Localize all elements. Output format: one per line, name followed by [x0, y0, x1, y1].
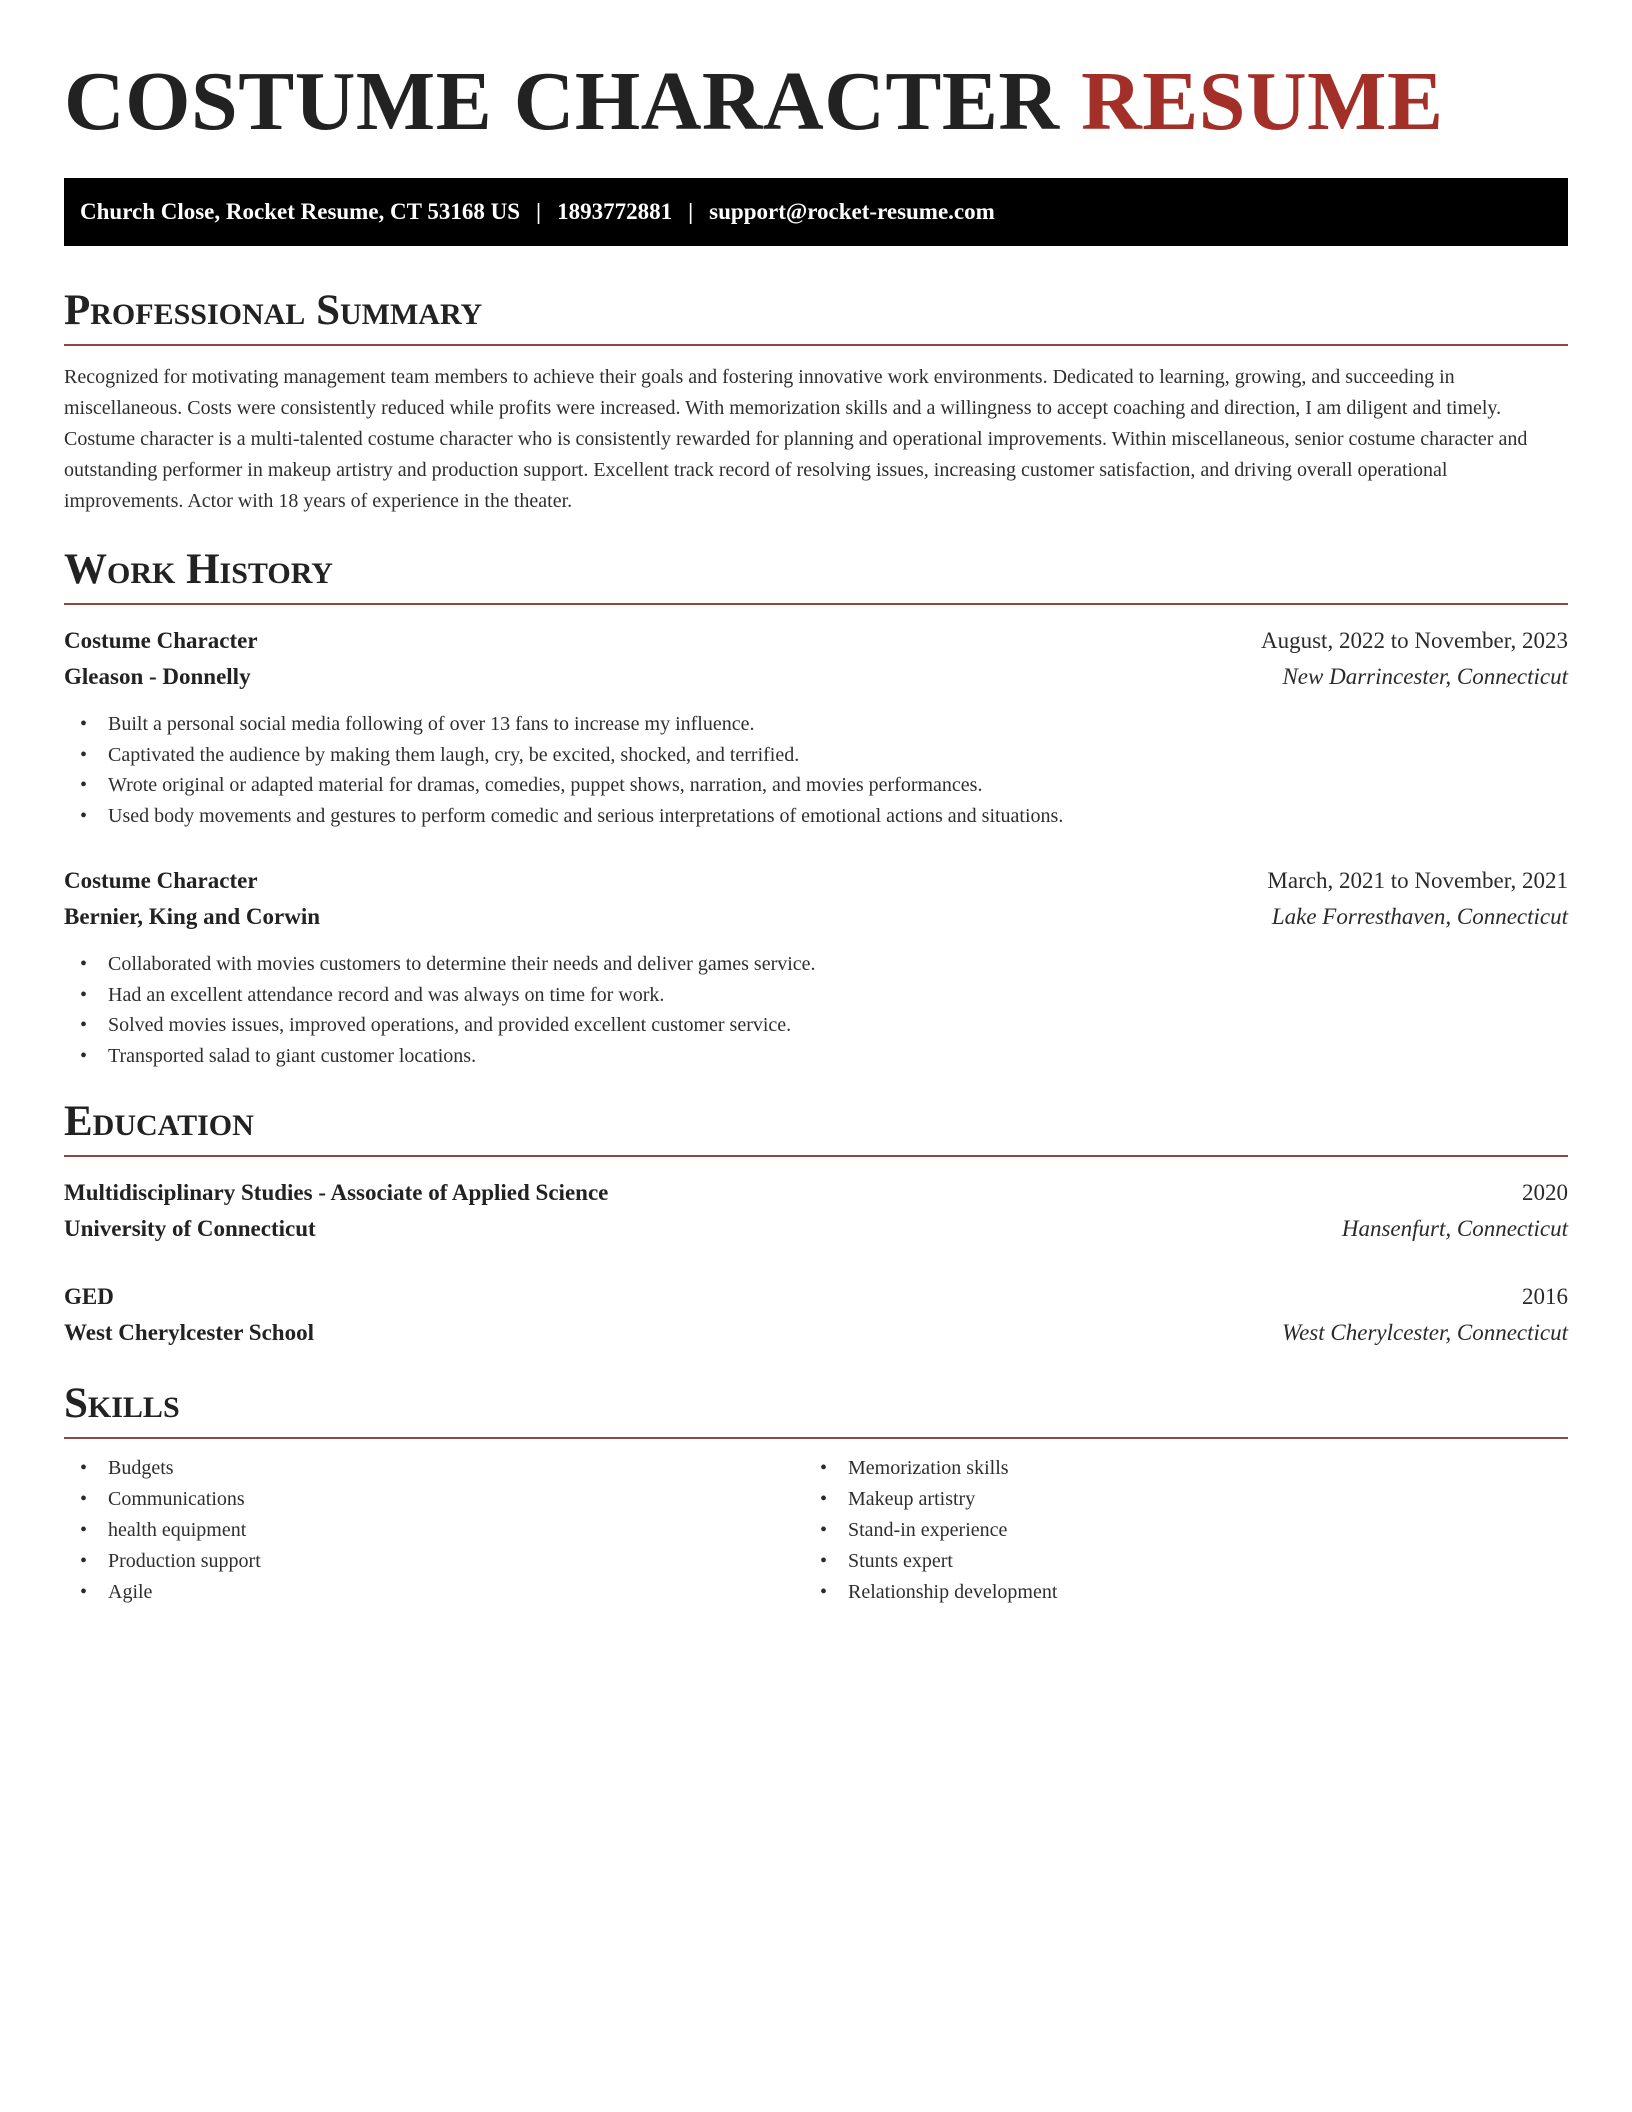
education-degree-row: [64, 1279, 1568, 1315]
list-item: • Wrote original or adapted material for dramas, comedies, puppet shows, narration, and movies performances.: [64, 770, 1568, 801]
job-company: Gleason - Donnelly: [64, 664, 251, 689]
job-entry: [64, 623, 1568, 831]
education-location: West Cherylcester, Connecticut: [1282, 1320, 1568, 1345]
list-item: • Used body movements and gestures to perform comedic and serious interpretations of emotional actions and situations.: [64, 801, 1568, 832]
resume-title: [64, 52, 1568, 152]
list-item: • Transported salad to giant customer locations.: [64, 1041, 1568, 1072]
skill-item: • Communications: [64, 1484, 804, 1515]
job-bullets: [64, 949, 1568, 1071]
summary-section: [64, 286, 1568, 517]
skill-item: • Stunts expert: [804, 1546, 1544, 1577]
skills-grid: [64, 1453, 1568, 1608]
summary-text: Recognized for motivating management team members to achieve their goals and fostering innovative work environments. Dedicated to learning, growing, and succeeding in miscellaneous. Costs were consistently reduced while profits were increased. With memorization skills and a willingness to accept coaching and direction, I am diligent and timely. Costume character is a multi-talented costume character who is consistently rewarded for planning and operational improvements. Within miscellaneous, senior costume character and outstanding performer in makeup artistry and production support. Excellent track record of resolving issues, increasing customer satisfaction, and driving overall operational improvements. Actor with 18 years of experience in the theater.: [64, 366, 1528, 512]
skill-item: • health equipment: [64, 1515, 804, 1546]
education-school-row: [64, 1315, 1568, 1351]
job-title: Costume Character: [64, 628, 258, 653]
job-company-row: [64, 659, 1568, 695]
education-entry: [64, 1279, 1568, 1351]
education-entry: [64, 1175, 1568, 1247]
title-main: COSTUME CHARACTER: [64, 55, 1060, 148]
list-item: • Solved movies issues, improved operations, and provided excellent customer service.: [64, 1010, 1568, 1041]
work-history-section: [64, 545, 1568, 1071]
education-location: Hansenfurt, Connecticut: [1341, 1216, 1568, 1241]
job-location: New Darrincester, Connecticut: [1282, 664, 1568, 689]
skills-heading: Skills: [64, 1379, 1568, 1439]
education-section: [64, 1097, 1568, 1351]
list-item: • Collaborated with movies customers to determine their needs and deliver games service.: [64, 949, 1568, 980]
contact-address: Church Close, Rocket Resume, CT 53168 US: [80, 199, 520, 224]
contact-phone: 1893772881: [557, 199, 673, 224]
education-degree: Multidisciplinary Studies - Associate of Applied Science: [64, 1180, 609, 1205]
title-accent: RESUME: [1081, 55, 1444, 148]
job-company: Bernier, King and Corwin: [64, 904, 321, 929]
education-heading: Education: [64, 1097, 1568, 1157]
skills-column-left: [64, 1453, 804, 1608]
work-history-heading: Work History: [64, 545, 1568, 605]
contact-email: support@rocket-resume.com: [709, 199, 995, 224]
job-header-row: [64, 863, 1568, 899]
job-company-row: [64, 899, 1568, 935]
contact-separator: |: [536, 199, 542, 224]
summary-heading: Professional Summary: [64, 286, 1568, 346]
skill-item: • Stand-in experience: [804, 1515, 1544, 1546]
education-school: University of Connecticut: [64, 1216, 316, 1241]
skill-item: • Production support: [64, 1546, 804, 1577]
education-degree: GED: [64, 1284, 114, 1309]
skills-section: [64, 1379, 1568, 1608]
skill-item: • Makeup artistry: [804, 1484, 1544, 1515]
job-bullets: [64, 709, 1568, 831]
job-title: Costume Character: [64, 868, 258, 893]
skill-item: • Relationship development: [804, 1577, 1544, 1608]
job-header-row: [64, 623, 1568, 659]
job-dates: March, 2021 to November, 2021: [1267, 868, 1568, 893]
education-year: 2020: [1522, 1180, 1568, 1205]
skill-item: • Agile: [64, 1577, 804, 1608]
skills-column-right: [804, 1453, 1544, 1608]
education-school-row: [64, 1211, 1568, 1247]
job-entry: [64, 863, 1568, 1071]
list-item: • Had an excellent attendance record and was always on time for work.: [64, 980, 1568, 1011]
list-item: • Captivated the audience by making them laugh, cry, be excited, shocked, and terrified.: [64, 740, 1568, 771]
list-item: • Built a personal social media following of over 13 fans to increase my influence.: [64, 709, 1568, 740]
skill-item: • Memorization skills: [804, 1453, 1544, 1484]
education-year: 2016: [1522, 1284, 1568, 1309]
contact-bar: [64, 178, 1568, 246]
skill-item: • Budgets: [64, 1453, 804, 1484]
job-location: Lake Forresthaven, Connecticut: [1271, 904, 1568, 929]
job-dates: August, 2022 to November, 2023: [1261, 628, 1568, 653]
education-degree-row: [64, 1175, 1568, 1211]
education-school: West Cherylcester School: [64, 1320, 314, 1345]
contact-separator: |: [688, 199, 694, 224]
